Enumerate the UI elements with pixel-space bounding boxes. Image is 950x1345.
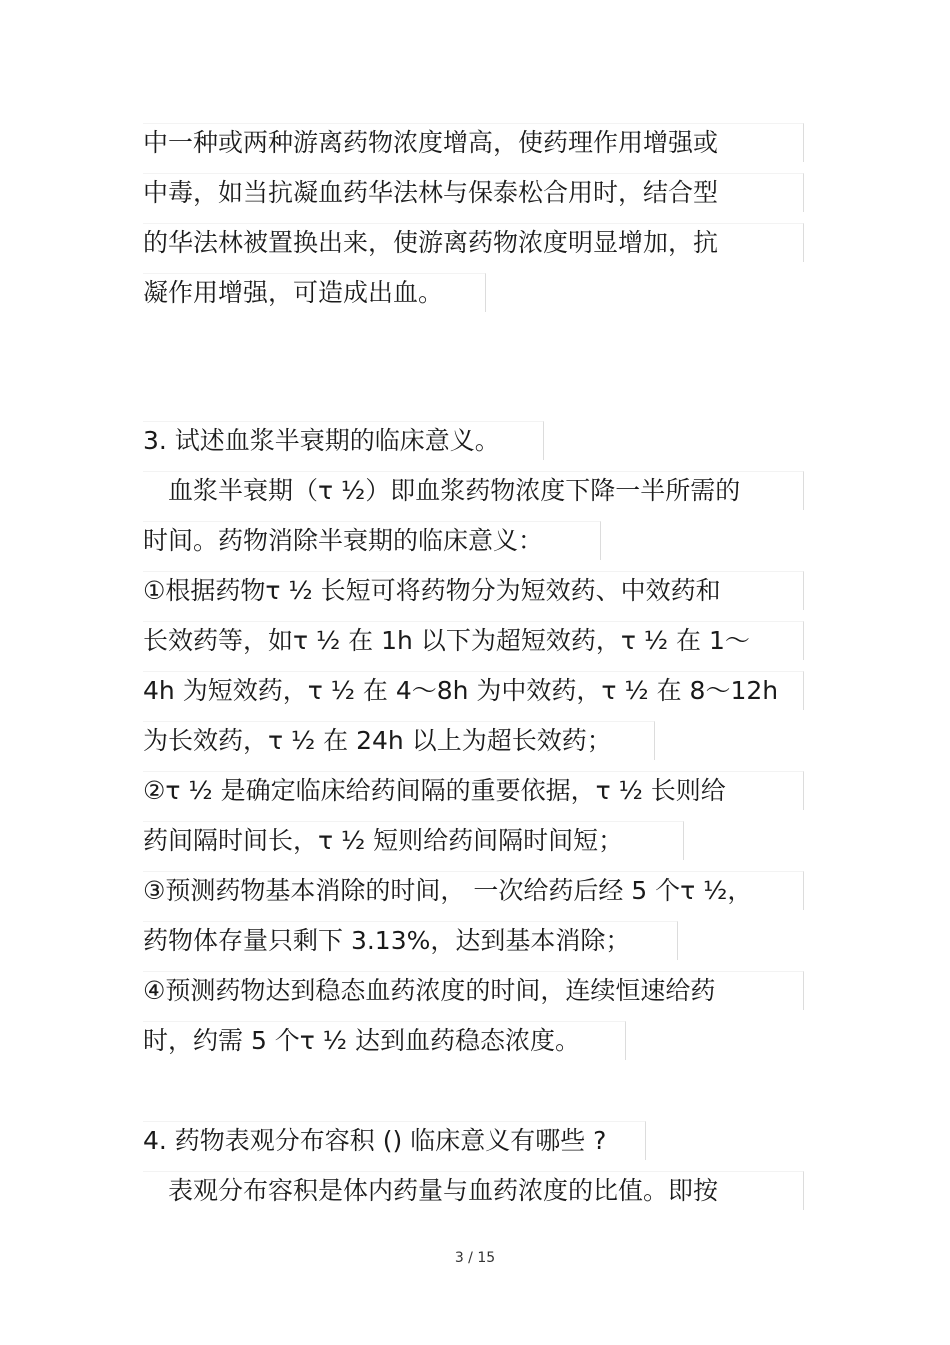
- text-line-content: ③预测药物基本消除的时间， 一次给药后经 5 个τ ½，: [143, 876, 753, 905]
- text-line: [143, 921, 678, 960]
- section-heading: [143, 1121, 646, 1160]
- text-line: [143, 771, 804, 810]
- text-line: [143, 223, 804, 262]
- text-line-content: ④预测药物达到稳态血药浓度的时间，连续恒速给药: [143, 976, 716, 1005]
- text-line: [143, 571, 804, 610]
- text-line: [143, 821, 684, 860]
- page-number: 3 / 15: [454, 1250, 496, 1266]
- text-line: [143, 871, 804, 910]
- text-line-content: 时，约需 5 个τ ½ 达到血药稳态浓度。: [143, 1026, 580, 1055]
- text-line-content: 血浆半衰期（τ ½）即血浆药物浓度下降一半所需的: [143, 476, 741, 505]
- text-line-content: ②τ ½ 是确定临床给药间隔的重要依据，τ ½ 长则给: [143, 776, 726, 805]
- text-line: [143, 621, 804, 660]
- text-line: [143, 1021, 626, 1060]
- text-line-content: 凝作用增强，可造成出血。: [143, 278, 444, 307]
- text-line-content: 药间隔时间长，τ ½ 短则给药间隔时间短；: [143, 826, 624, 855]
- text-line-content: 中一种或两种游离药物浓度增高，使药理作用增强或: [143, 128, 719, 157]
- text-line-content: 时间。药物消除半衰期的临床意义：: [143, 526, 544, 555]
- text-line-content: 的华法林被置换出来，使游离药物浓度明显增加，抗: [143, 228, 719, 257]
- text-line-content: 长效药等，如τ ½ 在 1h 以下为超短效药，τ ½ 在 1～: [143, 626, 750, 655]
- text-line: [143, 521, 601, 560]
- text-line: [143, 273, 486, 312]
- text-line-content: 药物体存量只剩下 3.13%，达到基本消除；: [143, 926, 631, 955]
- section-heading-text: 3. 试述血浆半衰期的临床意义。: [143, 426, 500, 455]
- text-line: [143, 471, 804, 510]
- text-line-content: 4h 为短效药，τ ½ 在 4～8h 为中效药，τ ½ 在 8～12h: [143, 676, 779, 705]
- section-heading-text: 4. 药物表观分布容积 () 临床意义有哪些 ?: [143, 1126, 607, 1155]
- text-line: [143, 971, 804, 1010]
- section-heading: [143, 421, 544, 460]
- text-line-content: 表观分布容积是体内药量与血药浓度的比值。即按: [143, 1176, 719, 1205]
- text-line: [143, 173, 804, 212]
- text-line-content: ①根据药物τ ½ 长短可将药物分为短效药、中效药和: [143, 576, 721, 605]
- text-line-content: 为长效药，τ ½ 在 24h 以上为超长效药；: [143, 726, 612, 755]
- text-line-content: 中毒，如当抗凝血药华法林与保泰松合用时，结合型: [143, 178, 719, 207]
- text-line: [143, 1171, 804, 1210]
- text-line: [143, 721, 655, 760]
- text-line: [143, 123, 804, 162]
- text-line: [143, 671, 804, 710]
